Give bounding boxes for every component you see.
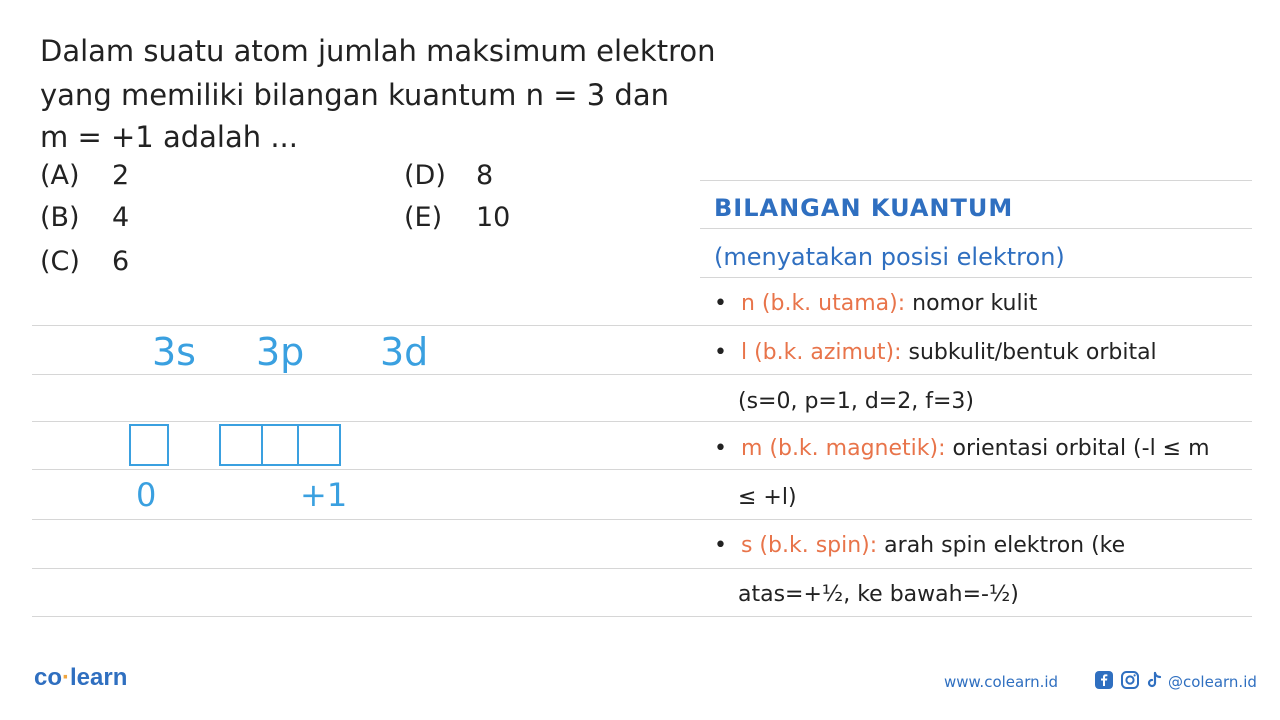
panel-item-m-cont: ≤ +l) [738, 485, 797, 510]
question-line-2: yang memiliki bilangan kuantum n = 3 dan [40, 78, 669, 112]
colearn-logo [34, 664, 127, 692]
tiktok-icon[interactable] [1144, 670, 1164, 690]
handwritten-3d: 3d [380, 330, 429, 374]
rule-line [32, 568, 1252, 569]
handwritten-3p: 3p [256, 330, 305, 374]
panel-item-n [714, 291, 1037, 316]
bullet-dot: • [714, 340, 741, 365]
handwritten-3s: 3s [152, 330, 196, 374]
rule-line [32, 325, 1252, 326]
option-a [40, 160, 129, 191]
option-b-label: (B) [40, 202, 80, 233]
handwritten-m-plus1: +1 [300, 476, 348, 514]
logo-dot: · [62, 664, 71, 691]
option-c-label: (C) [40, 246, 80, 277]
option-b-value: 4 [112, 202, 130, 233]
panel-subtitle: (menyatakan posisi elektron) [714, 243, 1065, 271]
rule-line [32, 374, 1252, 375]
bullet-dot: • [714, 291, 741, 316]
rule-line [32, 469, 1252, 470]
option-e-label: (E) [404, 202, 443, 233]
instagram-icon[interactable] [1120, 670, 1140, 690]
orbital-box-p3 [297, 424, 341, 466]
question-line-1: Dalam suatu atom jumlah maksimum elektron [40, 34, 716, 68]
option-c-value: 6 [112, 246, 130, 277]
desc-s: arah spin elektron (ke [877, 533, 1126, 558]
panel-item-l-cont: (s=0, p=1, d=2, f=3) [738, 389, 974, 414]
rule-line [700, 277, 1252, 278]
facebook-icon[interactable] [1094, 670, 1114, 690]
rule-line [700, 180, 1252, 181]
option-d [404, 160, 493, 191]
rule-line [32, 519, 1252, 520]
desc-l: subkulit/bentuk orbital [901, 340, 1157, 365]
term-m: m (b.k. magnetik): [740, 436, 946, 461]
term-l: l (b.k. azimut): [740, 340, 902, 365]
logo-part-b: learn [70, 664, 128, 691]
footer-url[interactable]: www.colearn.id [944, 673, 1059, 691]
panel-title: BILANGAN KUANTUM [714, 194, 1014, 222]
footer-handle[interactable]: @colearn.id [1168, 673, 1257, 691]
option-c [40, 246, 129, 277]
panel-item-l [714, 340, 1157, 365]
rule-line [700, 228, 1252, 229]
question-line-3: m = +1 adalah ... [40, 120, 298, 154]
bullet-dot: • [714, 533, 741, 558]
bullet-dot: • [714, 436, 741, 461]
panel-item-s [714, 533, 1125, 558]
option-e-value: 10 [476, 202, 511, 233]
handwritten-m-0: 0 [136, 476, 157, 514]
term-s: s (b.k. spin): [740, 533, 878, 558]
panel-item-m [714, 436, 1210, 461]
logo-part-a: co [34, 664, 63, 691]
option-e [404, 202, 510, 233]
orbital-box-p2 [261, 424, 299, 466]
orbital-box-s [129, 424, 169, 466]
option-a-value: 2 [112, 160, 130, 191]
panel-item-s-cont: atas=+½, ke bawah=-½) [738, 582, 1019, 607]
term-n: n (b.k. utama): [740, 291, 906, 316]
rule-line [32, 616, 1252, 617]
option-a-label: (A) [40, 160, 80, 191]
rule-line [32, 421, 1252, 422]
option-b [40, 202, 129, 233]
desc-n: nomor kulit [905, 291, 1038, 316]
option-d-label: (D) [404, 160, 446, 191]
option-d-value: 8 [476, 160, 494, 191]
orbital-box-p1 [219, 424, 263, 466]
desc-m: orientasi orbital (-l ≤ m [945, 436, 1210, 461]
